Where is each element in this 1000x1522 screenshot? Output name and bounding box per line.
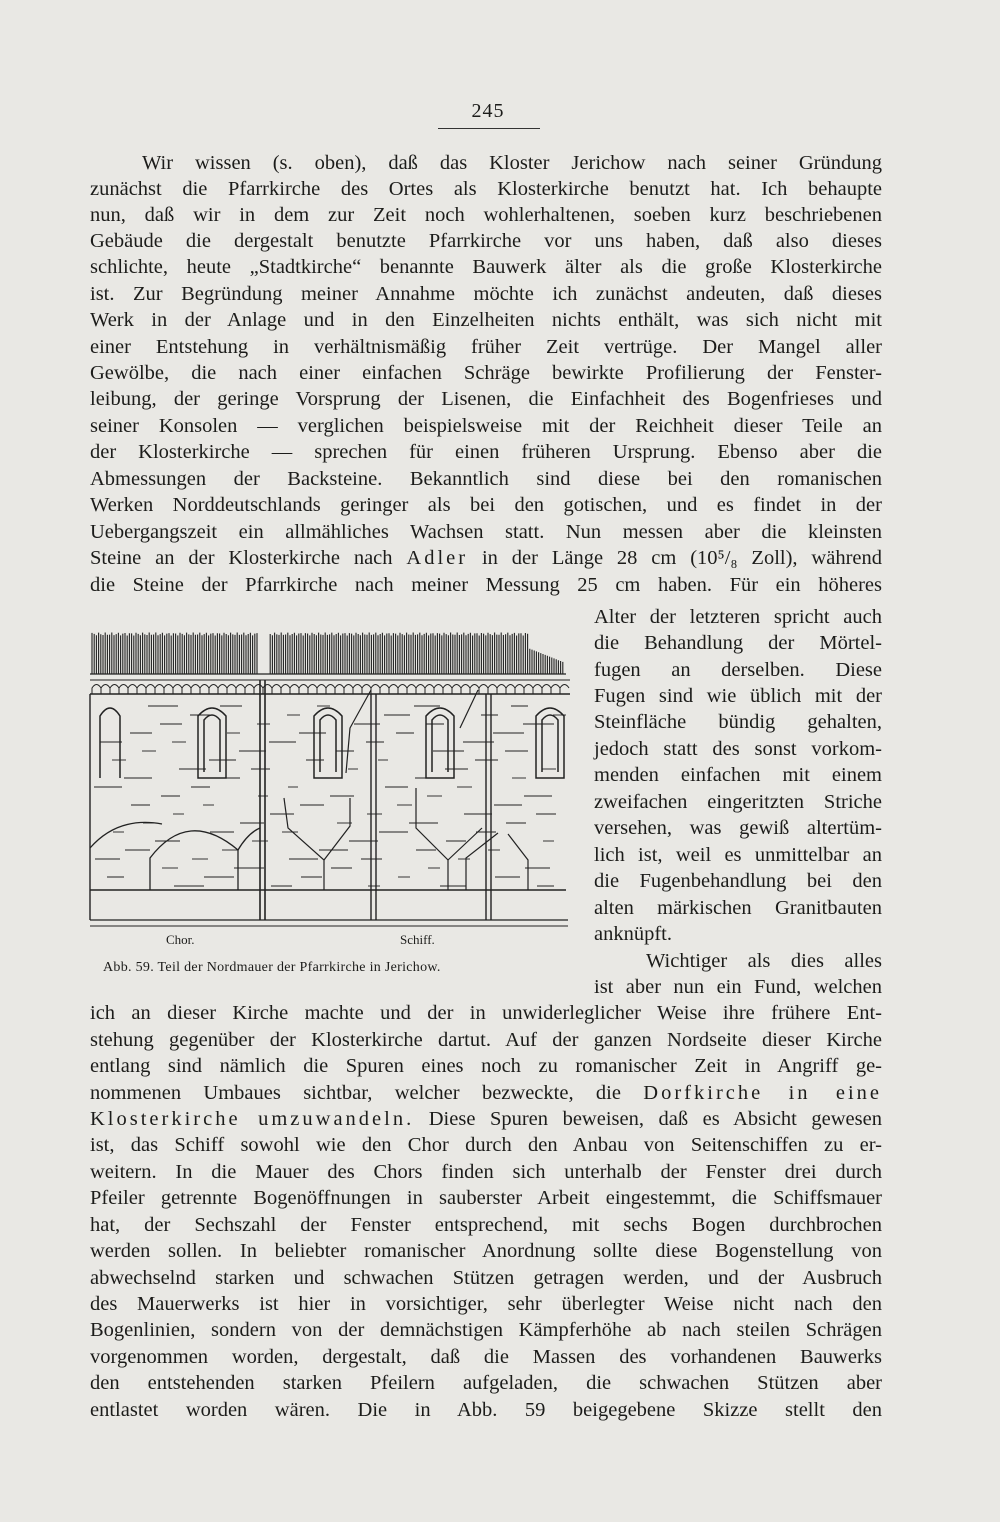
text-line: Gebäude die dergestalt benutzte Pfarrkirche vor uns haben, daß also dieses — [90, 230, 882, 252]
text-line: ist aber nun ein Fund, welchen — [594, 976, 882, 998]
text-line: zunächst die Pfarrkirche des Ortes als Klosterkirche benutzt hat. Ich behaupte — [90, 178, 882, 200]
text-line: Klosterkirche umzuwandeln. Diese Spuren beweisen, daß es Absicht gewesen — [90, 1108, 882, 1130]
text-line: leibung, der geringe Vorsprung der Lisenen, die Einfachheit des Bogenfrieses und — [90, 388, 882, 410]
text-line: jedoch statt des sonst vorkom- — [594, 738, 882, 760]
text-line: die Behandlung der Mörtel- — [594, 632, 882, 654]
figure-caption: Abb. 59. Teil der Nordmauer der Pfarrkirche in Jerichow. — [103, 960, 441, 975]
text-line: menden einfachen mit einem — [594, 764, 882, 786]
text-line: nommenen Umbaues sichtbar, welcher bezweckte, die Dorfkirche in eine — [90, 1082, 882, 1104]
text-line: stehung gegenüber der Klosterkirche dartut. Auf der ganzen Nordseite dieser Kirche — [90, 1029, 882, 1051]
text-line: Uebergangszeit ein allmähliches Wachsen statt. Nun messen aber die kleinsten — [90, 521, 882, 543]
text-line: Wir wissen (s. oben), daß das Kloster Jerichow nach seiner Gründung — [142, 152, 882, 174]
text-line: Bogenlinien, sondern von der demnächstigen Kämpferhöhe ab nach steilen Schrägen — [90, 1319, 882, 1341]
text-line: Steine an der Klosterkirche nach Adler in der Länge 28 cm (10⁵/₈ Zoll), während — [90, 547, 882, 569]
text-line: seiner Konsolen — verglichen beispielsweise mit der Reichheit dieser Teile an — [90, 415, 882, 437]
text-line: die Steine der Pfarrkirche nach meiner Messung 25 cm haben. Für ein höheres — [90, 574, 882, 596]
text-line: weitern. In die Mauer des Chors finden sich unterhalb der Fenster drei durch — [90, 1161, 882, 1183]
wall-sketch-figure — [88, 628, 576, 948]
text-line: der Klosterkirche — sprechen für einen früheren Ursprung. Ebenso aber die — [90, 441, 882, 463]
text-line: ich an dieser Kirche machte und der in unwiderleglicher Weise ihre frühere Ent- — [90, 1002, 882, 1024]
roof-hatching — [92, 633, 563, 675]
text-line: zweifachen eingeritzten Striche — [594, 791, 882, 813]
text-line: nun, daß wir in dem zur Zeit noch wohlerhaltenen, soeben kurz beschriebenen — [90, 204, 882, 226]
author-name-adler: Adler — [406, 547, 469, 569]
page-number-rule — [438, 128, 540, 129]
text-line: alten märkischen Granitbauten — [594, 897, 882, 919]
text-line: einer Entstehung in verhältnismäßig früher Zeit vertrüge. Der Mangel aller — [90, 336, 882, 358]
text-line: anknüpft. — [594, 923, 672, 945]
text-line: Pfeiler getrennte Bogenöffnungen in sauberster Arbeit eingestemmt, die Schiffsmauer — [90, 1187, 882, 1209]
text-line: Abmessungen der Backsteine. Bekanntlich sind diese bei den romanischen — [90, 468, 882, 490]
text-line: fugen an derselben. Diese — [594, 659, 882, 681]
text-line: Fugen sind wie üblich mit der — [594, 685, 882, 707]
figure-label-schiff: Schiff. — [400, 932, 435, 947]
text-line: versehen, was gewiß altertüm- — [594, 817, 882, 839]
text-line: Werken Norddeutschlands geringer als bei den gotischen, und es findet in der — [90, 494, 882, 516]
text-line: werden sollen. In beliebter romanischer Anordnung sollte diese Bogenstellung von — [90, 1240, 882, 1262]
text-line: Gewölbe, die nach einer einfachen Schräge bewirkte Profilierung der Fenster- — [90, 362, 882, 384]
text-line: Werk in der Anlage und in den Einzelheiten nichts enthält, was sich nicht mit — [90, 309, 882, 331]
text-line: Wichtiger als dies alles — [646, 950, 882, 972]
spaced-emphasis: Dorfkirche in eine — [643, 1082, 882, 1104]
text-line: abwechselnd starken und schwachen Stützen getragen werden, und der Ausbruch — [90, 1267, 882, 1289]
text-line: ist. Zur Begründung meiner Annahme möchte ich zunächst andeuten, daß dieses — [90, 283, 882, 305]
text-line: Alter der letzteren spricht auch — [594, 606, 882, 628]
window — [100, 708, 564, 778]
text-line: die Fugenbehandlung bei den — [594, 870, 882, 892]
text-line: des Mauerwerks ist hier in vorsichtiger, sehr überlegter Weise nicht nach den — [90, 1293, 882, 1315]
text-line: ist, das Schiff sowohl wie den Chor durch den Anbau von Seitenschiffen zu er- — [90, 1134, 882, 1156]
text-line: den entstehenden starken Pfeilern aufgeladen, die schwachen Stützen aber — [90, 1372, 882, 1394]
text-line: entlang sind nämlich die Spuren eines noch zu romanischer Zeit in Angriff ge- — [90, 1055, 882, 1077]
text-line: schlichte, heute „Stadtkirche“ benannte Bauwerk älter als die große Klosterkirche — [90, 256, 882, 278]
spaced-emphasis: Klosterkirche umzuwandeln. — [90, 1108, 415, 1130]
text-line: lich ist, weil es unmittelbar an — [594, 844, 882, 866]
figure-label-chor: Chor. — [166, 932, 195, 947]
page-number: 245 — [471, 100, 505, 122]
text-line: hat, der Sechszahl der Fenster entsprechend, mit sechs Bogen durchbrochen — [90, 1214, 882, 1236]
text-line: Steinfläche bündig gehalten, — [594, 711, 882, 733]
text-line: entlastet worden wären. Die in Abb. 59 beigegebene Skizze stellt den — [90, 1399, 882, 1421]
text-line: vorgenommen worden, dergestalt, daß die Massen des vorhandenen Bauwerks — [90, 1346, 882, 1368]
